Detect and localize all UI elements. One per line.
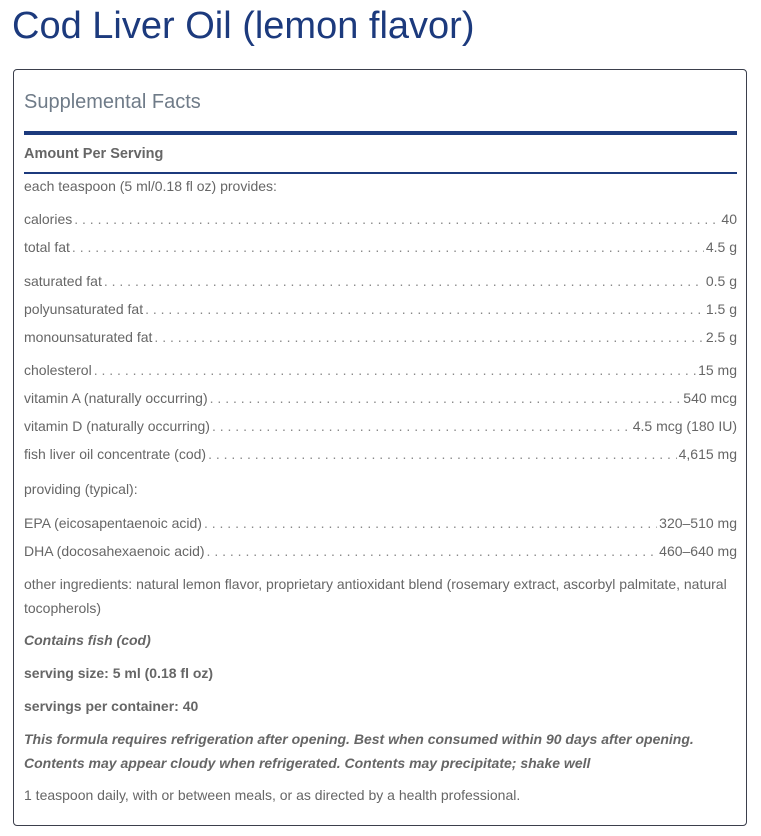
providing-label: providing (typical): — [24, 481, 138, 497]
allergen-statement: Contains fish (cod) — [24, 632, 151, 648]
dot-leader — [145, 297, 704, 321]
fact-value: 460–640 mg — [659, 543, 737, 559]
fact-name: vitamin A (naturally occurring) — [24, 390, 208, 406]
dot-leader — [207, 539, 658, 563]
fact-name: polyunsaturated fat — [24, 301, 144, 317]
fact-row-saturated-fat — [24, 269, 737, 293]
fact-value: 4.5 g — [705, 239, 737, 255]
fact-name: monounsaturated fat — [24, 329, 153, 345]
fact-row-cholesterol — [24, 358, 737, 382]
dot-leader — [72, 235, 704, 259]
fact-name: calories — [24, 211, 73, 227]
fact-row-fish-liver-oil — [24, 442, 737, 466]
fact-name: vitamin D (naturally occurring) — [24, 418, 210, 434]
dot-leader — [212, 414, 631, 438]
fact-value: 4.5 mcg (180 IU) — [632, 418, 737, 434]
directions: 1 teaspoon daily, with or between meals, or as directed by a health professional. — [24, 787, 521, 803]
fact-name: fish liver oil concentrate (cod) — [24, 446, 207, 462]
dot-leader — [208, 442, 677, 466]
supplement-facts-panel — [13, 69, 747, 826]
fact-row-monounsaturated-fat — [24, 325, 737, 349]
fact-row-total-fat — [24, 235, 737, 259]
fact-name: saturated fat — [24, 273, 102, 289]
supplement-facts-heading: Supplemental Facts — [24, 91, 201, 113]
fact-value: 1.5 g — [705, 301, 737, 317]
fact-value: 320–510 mg — [659, 515, 737, 531]
storage-note: This formula requires refrigeration after opening. Best when consumed within 90 days after opening. Contents may appear cloudy when refrigerated. Contents may precipitate; shake well — [24, 731, 694, 771]
fact-row-vitamin-a — [24, 386, 737, 410]
dot-leader — [204, 511, 657, 535]
fact-row-dha — [24, 539, 737, 563]
fact-name: EPA (eicosapentaenoic acid) — [24, 515, 202, 531]
fact-value: 2.5 g — [705, 329, 737, 345]
fact-value: 15 mg — [698, 362, 737, 378]
fact-name: DHA (docosahexaenoic acid) — [24, 543, 205, 559]
fact-row-vitamin-d — [24, 414, 737, 438]
fact-row-calories — [24, 207, 737, 231]
other-ingredients: other ingredients: natural lemon flavor, proprietary antioxidant blend (rosemary extract, ascorbyl palmitate, natural tocopherols) — [24, 576, 727, 616]
dot-leader — [210, 386, 682, 410]
dot-leader — [94, 358, 696, 382]
fact-value: 540 mcg — [683, 390, 737, 406]
heading-divider-thick — [24, 131, 737, 135]
fact-name: total fat — [24, 239, 70, 255]
dot-leader — [104, 269, 704, 293]
fact-value: 40 — [721, 211, 737, 227]
dot-leader — [74, 207, 719, 231]
fact-name: cholesterol — [24, 362, 92, 378]
serving-size: serving size: 5 ml (0.18 fl oz) — [24, 665, 214, 681]
fact-row-polyunsaturated-fat — [24, 297, 737, 321]
dot-leader — [154, 325, 703, 349]
servings-per-container: servings per container: 40 — [24, 698, 199, 714]
amount-per-serving-heading: Amount Per Serving — [24, 146, 164, 162]
product-title: Cod Liver Oil (lemon flavor) — [12, 5, 475, 47]
fact-value: 0.5 g — [705, 273, 737, 289]
fact-row-epa — [24, 511, 737, 535]
serving-intro: each teaspoon (5 ml/0.18 fl oz) provides: — [24, 178, 277, 194]
fact-value: 4,615 mg — [678, 446, 737, 462]
